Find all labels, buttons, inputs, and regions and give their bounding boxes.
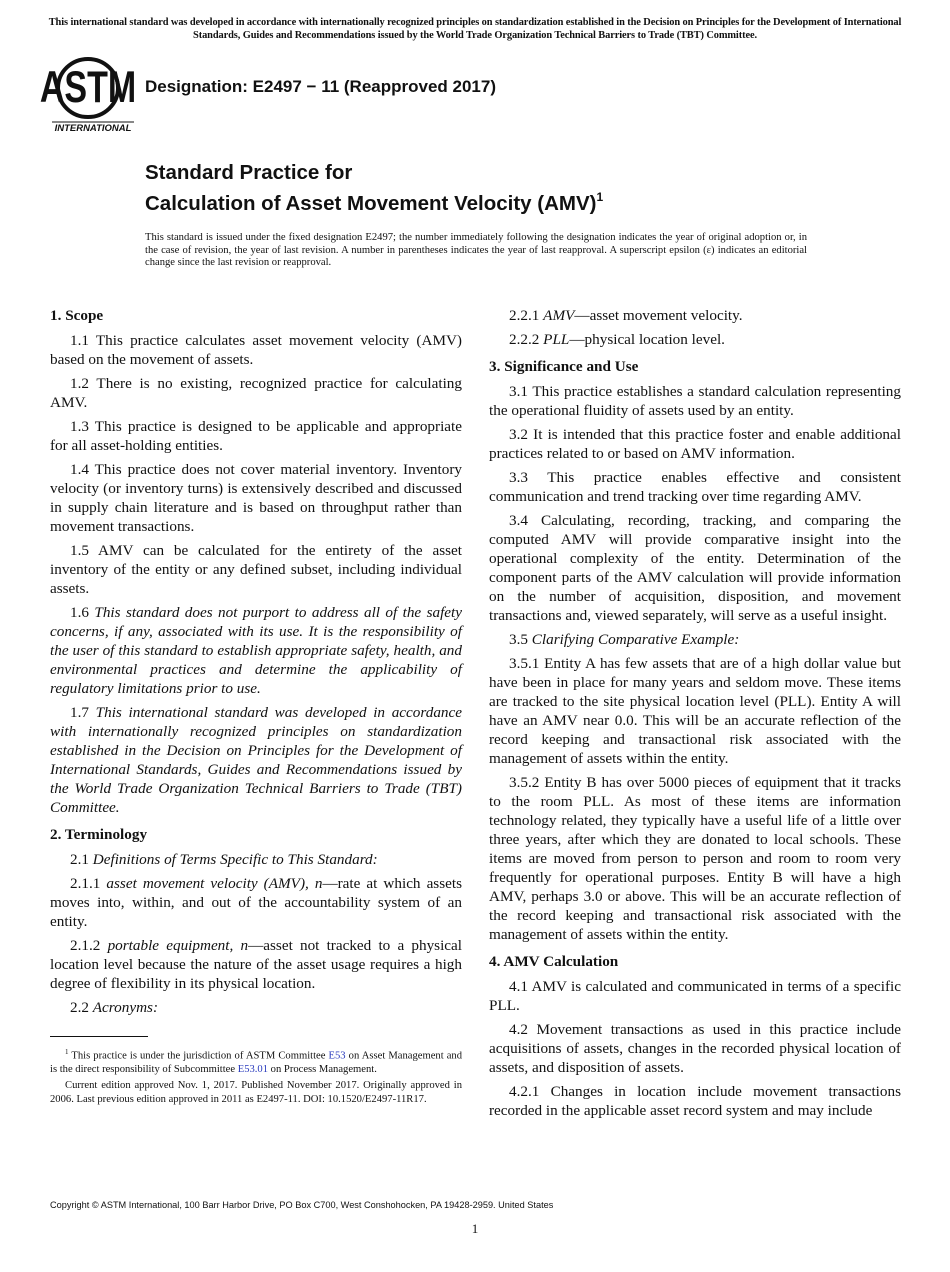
italic-text: PLL (543, 331, 570, 348)
page-title (145, 160, 603, 216)
paragraph-text: 2.2.2 (509, 331, 544, 348)
italic-text: asset movement velocity (AMV), n (106, 875, 323, 892)
footnote-text: This practice is under the jurisdiction of ASTM Committee (71, 1050, 329, 1062)
paragraph-text: 4.2.1 Changes in location include movement transactions recorded in the applicable asset record system and may include (489, 1083, 901, 1119)
italic-text: This international standard was developed in accordance with internationally recognized principles on standardization established in the Decision on Principles for the Development of International Standards, Guides and Recommendations issued by the World Trade Organization Technical Barriers to Trade (TBT) Committee. (50, 704, 462, 816)
paragraph (489, 654, 901, 768)
paragraph (50, 374, 462, 412)
paragraph-text: 3.5.2 Entity B has over 5000 pieces of equipment that it tracks to the room PLL. As most of these items are information technology related, they typically have a useful life of a little over three years, after which they are donated to local schools. These items are moved from person to person and room to room very frequently for operational purposes. Entity B will have a high AMV, perhaps 3.0 or above. This will be an accurate reflection of the record keeping and transactional risk associated with the management of assets within the entity. (489, 774, 901, 943)
paragraph-text: 1.1 This practice calculates asset movement velocity (AMV) based on the movement of assets. (50, 332, 462, 368)
paragraph-text: 2.2 (70, 999, 93, 1016)
standard-notice: This international standard was developed in accordance with internationally recognized principles on standardization established in the Decision on Principles for the Development of International Standards, Guides and Recommendations issued by the World Trade Organization Technical Barriers to Trade (TBT) Committee. (48, 17, 902, 41)
paragraph (489, 425, 901, 463)
right-column (489, 306, 901, 1125)
paragraph (489, 511, 901, 625)
paragraph-text: —asset movement velocity. (574, 307, 743, 324)
paragraph (50, 936, 462, 993)
paragraph (489, 630, 901, 649)
title-line-2: Calculation of Asset Movement Velocity (AMV) (145, 192, 597, 215)
paragraph-text: —rate at which assets moves into, within, and out of the accountability system of an entity. (50, 875, 462, 930)
paragraph-text: 3.5.1 Entity A has few assets that are of a high dollar value but have been in place for many years and seldom move. These items are tracked to the site physical location level (PLL). Entity A will have an AMV near 0.0. This will be an accurate reflection of the record keeping and transactional risk associated with the management of assets within the entity. (489, 655, 901, 767)
paragraph-text: —physical location level. (569, 331, 725, 348)
copyright: Copyright © ASTM International, 100 Barr Harbor Drive, PO Box C700, West Conshohocken, PA 19428-2959. United States (50, 1200, 554, 1210)
paragraph-text: 1.4 This practice does not cover material inventory. Inventory velocity (or inventory turns) is extensively described and discussed in supply chain literature and is based on throughput rather than movement transactions. (50, 461, 462, 535)
italic-text: portable equipment, n (107, 937, 249, 954)
paragraph (50, 998, 462, 1017)
paragraph-text: 1.6 (70, 604, 95, 621)
paragraph-text: 3.2 It is intended that this practice foster and enable additional practices related to or based on AMV information. (489, 426, 901, 462)
svg-text:INTERNATIONAL: INTERNATIONAL (54, 123, 132, 134)
italic-text: Acronyms: (92, 999, 159, 1016)
svg-text:ASTM: ASTM (39, 62, 137, 113)
paragraph (50, 541, 462, 598)
paragraph-text: 4.1 AMV is calculated and communicated in terms of a specific PLL. (489, 978, 901, 1014)
paragraph (489, 1082, 901, 1120)
paragraph (489, 977, 901, 1015)
paragraph-text: 4.2 Movement transactions as used in this practice include acquisitions of assets, changes in the recorded physical location of assets, and disposition of assets. (489, 1021, 901, 1076)
paragraph (489, 1020, 901, 1077)
paragraph-text: 1.7 (70, 704, 96, 721)
link-e53[interactable]: E53 (328, 1050, 346, 1062)
paragraph-text: 3.5 (509, 631, 532, 648)
italic-text: AMV (543, 307, 575, 324)
italic-text: This standard does not purport to address all of the safety concerns, if any, associated with its use. It is the responsibility of the user of this standard to establish appropriate safety, health, and environmental practices and determine the applicability of regulatory limitations prior to use. (50, 604, 463, 697)
paragraph (489, 773, 901, 944)
section-heading: 3. Significance and Use (489, 358, 639, 375)
footnotes (50, 1046, 462, 1109)
intro-paragraph: This standard is issued under the fixed designation E2497; the number immediately following the designation indicates the year of original adoption or, in the case of revision, the year of last revision. A number in parentheses indicates the year of last reapproval. A superscript epsilon (ε) indicates an editorial change since the last revision or reapproval. (145, 232, 807, 269)
paragraph-text: 2.2.1 (509, 307, 544, 324)
paragraph (489, 468, 901, 506)
paragraph-text: 1.2 There is no existing, recognized practice for calculating AMV. (50, 375, 462, 411)
paragraph (50, 850, 462, 869)
paragraph (50, 603, 462, 698)
footnote-divider (50, 1036, 148, 1037)
paragraph-text: 3.4 Calculating, recording, tracking, and comparing the computed AMV will provide comparative insight into the operational complexity of the entity. Determination of the component parts of the AMV calculation will provide information on the number of acquisition, disposition, and movement transactions and, viewed separately, will serve as a useful insight. (489, 512, 901, 624)
paragraph (489, 382, 901, 420)
italic-text: Definitions of Terms Specific to This Standard: (92, 851, 378, 868)
paragraph-text: 2.1 (70, 851, 93, 868)
title-line-1: Standard Practice for (145, 161, 353, 184)
page-number: 1 (471, 1221, 479, 1236)
footnote-text: on Process Management. (268, 1063, 377, 1075)
paragraph (50, 331, 462, 369)
paragraph (50, 460, 462, 536)
paragraph-text: 2.1.1 (70, 875, 107, 892)
paragraph-text: —asset not tracked to a physical location level because the nature of the asset usage requires a high degree of flexibility in its physical location. (50, 937, 462, 992)
section-heading: 2. Terminology (50, 826, 148, 843)
paragraph (50, 703, 462, 817)
section-heading: 1. Scope (50, 307, 104, 324)
footnote-mark: 1 (65, 1048, 69, 1056)
paragraph-text: 3.1 This practice establishes a standard calculation representing the operational fluidity of assets used by an entity. (489, 383, 901, 419)
paragraph-text: 3.3 This practice enables effective and consistent communication and trend tracking over time regarding AMV. (489, 469, 901, 505)
footnote-text: on Asset Management and is the direct responsibility of Subcommittee (50, 1050, 462, 1075)
paragraph (50, 874, 462, 931)
edition-note: Current edition approved Nov. 1, 2017. Published November 2017. Originally approved in 2006. Last previous edition approved in 2011 as E2497-11. DOI: 10.1520/E2497-11R17. (50, 1080, 462, 1105)
paragraph (50, 417, 462, 455)
link-e53-01[interactable]: E53.01 (237, 1063, 269, 1075)
section-heading: 4. AMV Calculation (489, 953, 619, 970)
paragraph (489, 330, 901, 349)
paragraph-text: 1.3 This practice is designed to be applicable and appropriate for all asset-holding entities. (50, 418, 462, 454)
paragraph (489, 306, 901, 325)
italic-text: Clarifying Comparative Example: (531, 631, 740, 648)
paragraph-text: 1.5 AMV can be calculated for the entirety of the asset inventory of the entity or any defined subset, including individual assets. (50, 542, 462, 597)
left-column (50, 306, 462, 1022)
astm-logo (39, 58, 137, 136)
title-footnote-mark: 1 (596, 190, 604, 204)
paragraph-text: 2.1.2 (70, 937, 108, 954)
designation: Designation: E2497 − 11 (Reapproved 2017) (145, 77, 497, 96)
